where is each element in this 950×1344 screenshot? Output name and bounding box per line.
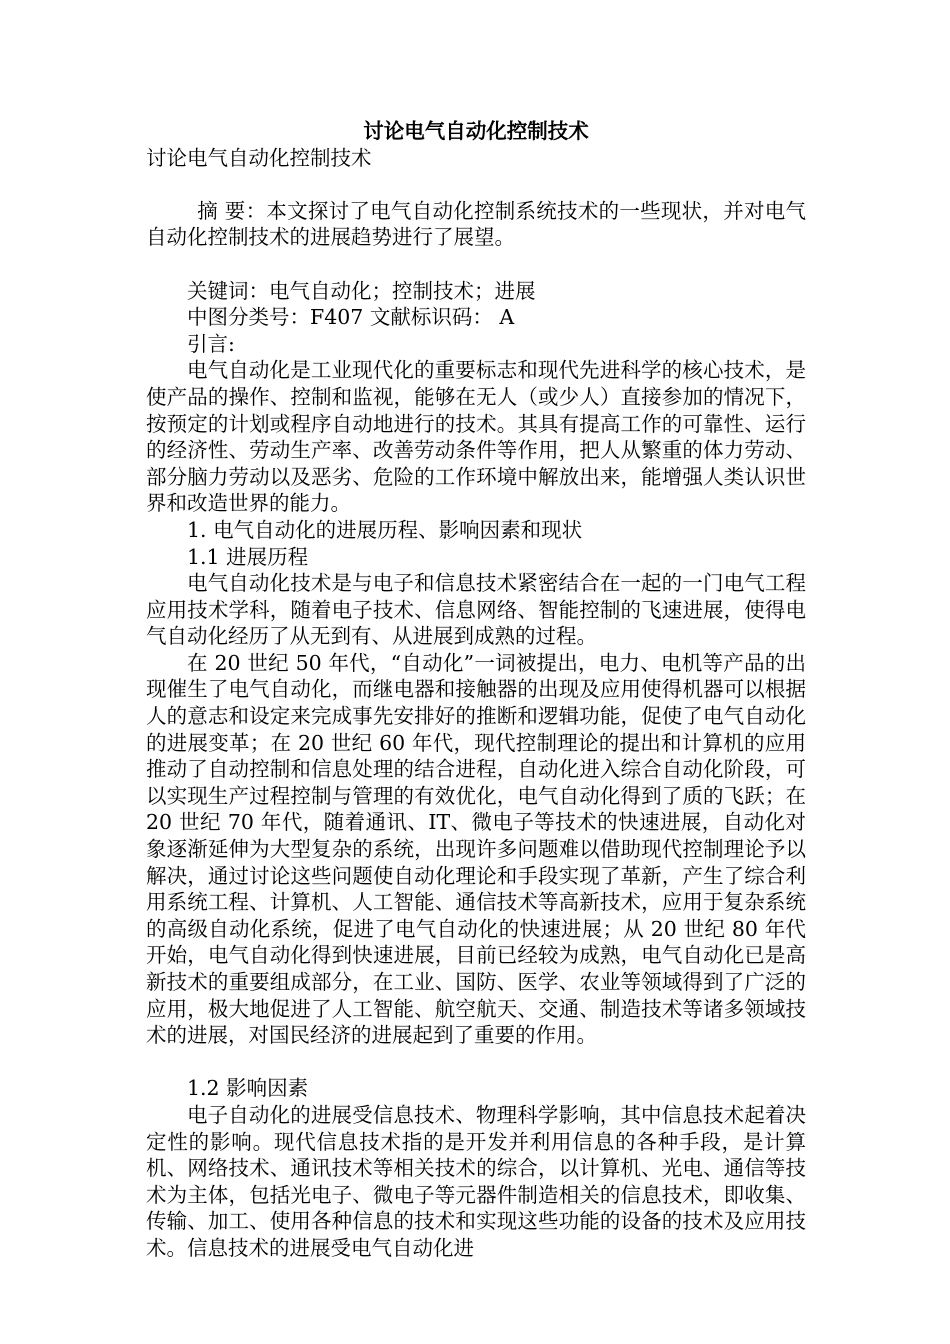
- document-title: 讨论电气自动化控制技术: [363, 119, 589, 143]
- intro-paragraph: 电气自动化是工业现代化的重要标志和现代先进科学的核心技术，是使产品的操作、控制和监视，能够在无人（或少人）直接参加的情况下，按预定的计划或程序自动地进行的技术。其具有提高工作的可靠性、运行的经济性、劳动生产率、改善劳动条件等作用，把人从繁重的体力劳动、部分脑力劳动以及恶劣、危险的工作环境中解放出来，能增强人类认识世界和改造世界的能力。: [146, 358, 806, 516]
- section-1-2-paragraph-1: 电子自动化的进展受信息技术、物理科学影响，其中信息技术起着决定性的影响。现代信息技术指的是开发并利用信息的各种手段，是计算机、网络技术、通讯技术等相关技术的综合，以计算机、光电、通信等技术为主体，包括光电子、微电子等元器件制造相关的信息技术，即收集、传输、加工、使用各种信息的技术和实现这些功能的设备的技术及应用技术。信息技术的进展受电气自动化进: [146, 1102, 806, 1260]
- blank-line: [146, 251, 806, 278]
- document-page: [146, 118, 806, 1262]
- section-1-1-paragraph-2: 在 20 世纪 50 年代，“自动化”一词被提出，电力、电机等产品的出现催生了电气自动化，而继电器和接触器的出现及应用使得机器可以根据人的意志和设定来完成事先安排好的推断和逻辑功能，促使了电气自动化的进展变革；在 20 世纪 60 年代，现代控制理论的提出和计算机的应用推动了自动控制和信息处理的结合进程，自动化进入综合自动化阶段，可以实现生产过程控制与管理的有效优化，电气自动化得到了质的飞跃；在 20 世纪 70 年代，随着通讯、IT、微电子等技术的快速进展，自动化对象逐渐延伸为大型复杂的系统，出现许多问题难以借助现代控制理论予以解决，通过讨论这些问题使自动化理论和手段实现了革新，产生了综合利用系统工程、计算机、人工智能、通信技术等高新技术，应用于复杂系统的高级自动化系统，促进了电气自动化的快速进展；从 20 世纪 80 年代开始，电气自动化得到快速进展，目前已经较为成熟，电气自动化已是高新技术的重要组成部分，在工业、国防、医学、农业等领域得到了广泛的应用，极大地促进了人工智能、航空航天、交通、制造技术等诸多领域技术的进展，对国民经济的进展起到了重要的作用。: [146, 650, 806, 1048]
- blank-line: [146, 1049, 806, 1076]
- blank-line: [146, 171, 806, 198]
- document-subtitle: 讨论电气自动化控制技术: [146, 145, 372, 170]
- classification-line: 中图分类号：F407 文献标识码： A: [187, 305, 515, 330]
- section-1-2-heading: 1.2 影响因素: [187, 1076, 309, 1101]
- section-1-heading: 1. 电气自动化的进展历程、影响因素和现状: [187, 517, 583, 542]
- keywords-line: 关键词：电气自动化；控制技术；进展: [187, 278, 536, 303]
- abstract-paragraph: 摘 要：本文探讨了电气自动化控制系统技术的一些现状，并对电气自动化控制技术的进展趋势进行了展望。: [146, 198, 806, 250]
- intro-heading: 引言:: [187, 331, 235, 356]
- section-1-1-heading: 1.1 进展历程: [187, 544, 309, 569]
- section-1-1-paragraph-1: 电气自动化技术是与电子和信息技术紧密结合在一起的一门电气工程应用技术学科，随着电子技术、信息网络、智能控制的飞速进展，使得电气自动化经历了从无到有、从进展到成熟的过程。: [146, 571, 806, 649]
